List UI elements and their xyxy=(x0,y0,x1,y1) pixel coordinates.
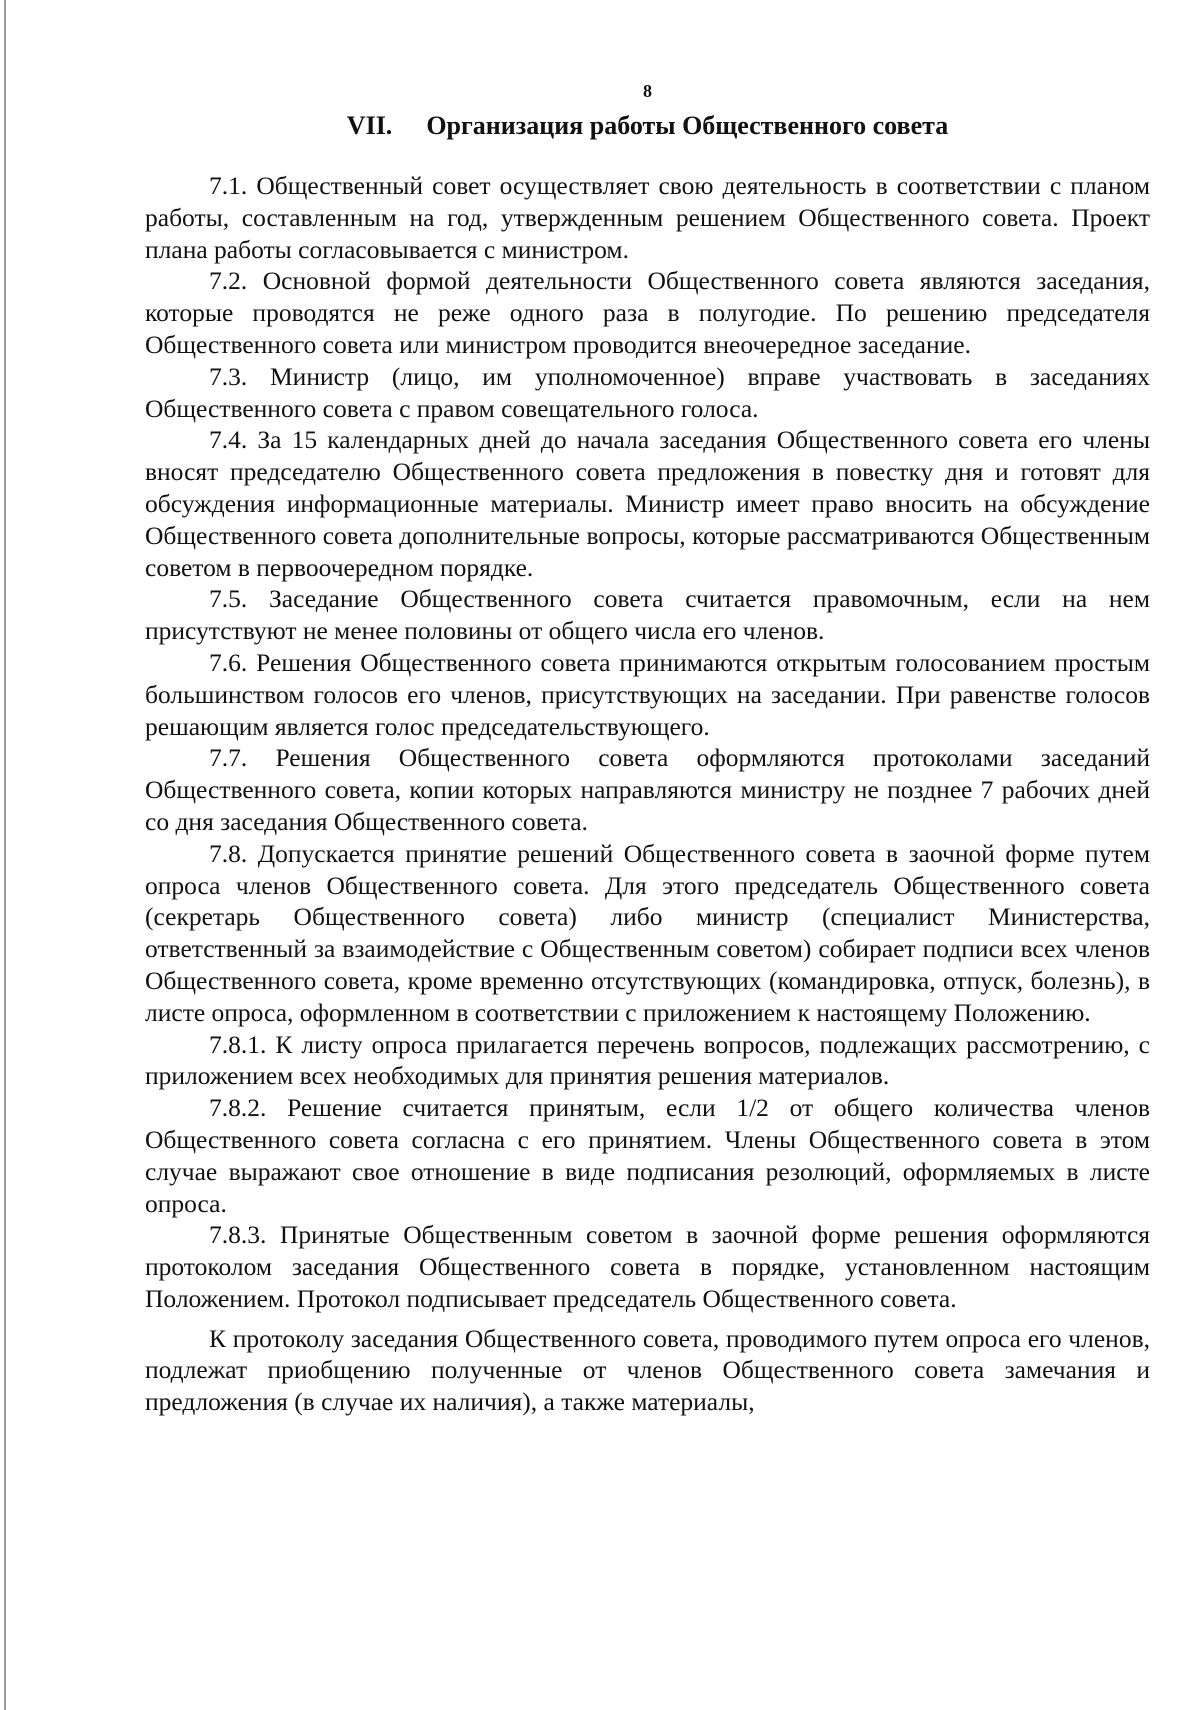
paragraph-7-3: 7.3. Министр (лицо, им уполномоченное) вправе участвовать в заседаниях Общественного совета с правом совещательного голоса. xyxy=(145,361,1150,423)
section-number: VII. xyxy=(346,111,393,140)
page-number: 8 xyxy=(643,81,652,101)
paragraph-7-4: 7.4. За 15 календарных дней до начала заседания Общественного совета его члены вносят председателю Общественного совета предложения в повестку дня и готовят для обсуждения информационные материалы. Министр имеет право вносить на обсуждение Общественного совета дополнительные вопросы, которые рассматриваются Общественным советом в первоочередном порядке. xyxy=(145,425,1150,582)
section-title: Организация работы Общественного совета xyxy=(426,111,949,140)
paragraph-7-8-3: 7.8.3. Принятые Общественным советом в заочной форме решения оформляются протоколом заседания Общественного совета в порядке, установленном настоящим Положением. Протокол подписывает председатель Общественного совета. xyxy=(145,1220,1150,1313)
scan-left-edge-line xyxy=(4,0,6,1710)
document-page xyxy=(145,78,1150,1418)
paragraph-7-8-1: 7.8.1. К листу опроса прилагается перечень вопросов, подлежащих рассмотрению, с приложением всех необходимых для принятия решения материалов. xyxy=(145,1029,1150,1091)
paragraph-7-7: 7.7. Решения Общественного совета оформляются протоколами заседаний Общественного совета, копии которых направляются министру не позднее 7 рабочих дней со дня заседания Общественного совета. xyxy=(145,743,1150,836)
paragraph-7-8: 7.8. Допускается принятие решений Общественного совета в заочной форме путем опроса членов Общественного совета. Для этого председатель Общественного совета (секретарь Общественного совета) либо министр (специалист Министерства, ответственный за взаимодействие с Общественным советом) собирает подписи всех членов Общественного совета, кроме временно отсутствующих (командировка, отпуск, болезнь), в листе опроса, оформленном в соответствии с приложением к настоящему Положению. xyxy=(145,838,1150,1027)
paragraph-7-1: 7.1. Общественный совет осуществляет свою деятельность в соответствии с планом работы, составленным на год, утвержденным решением Общественного совета. Проект плана работы согласовывается с министром. xyxy=(145,171,1150,264)
paragraph-7-5: 7.5. Заседание Общественного совета считается правомочным, если на нем присутствуют не менее половины от общего числа его членов. xyxy=(145,584,1150,646)
section-heading xyxy=(145,108,1150,144)
paragraph-7-2: 7.2. Основной формой деятельности Общественного совета являются заседания, которые проводятся не реже одного раза в полугодие. По решению председателя Общественного совета или министром проводится внеочередное заседание. xyxy=(145,266,1150,359)
paragraph-7-6: 7.6. Решения Общественного совета принимаются открытым голосованием простым большинством голосов его членов, присутствующих на заседании. При равенстве голосов решающим является голос председательствующего. xyxy=(145,647,1150,741)
paragraph-7-8-2: 7.8.2. Решение считается принятым, если 1/2 от общего количества членов Общественного совета согласна с его принятием. Члены Общественного совета в этом случае выражают свое отношение в виде подписания резолюций, оформляемых в листе опроса. xyxy=(145,1093,1150,1218)
paragraph-protocol-attachments: К протоколу заседания Общественного совета, проводимого путем опроса его членов, подлежат приобщению полученные от членов Общественного совета замечания и предложения (в случае их наличия), а также материалы, xyxy=(145,1323,1150,1417)
